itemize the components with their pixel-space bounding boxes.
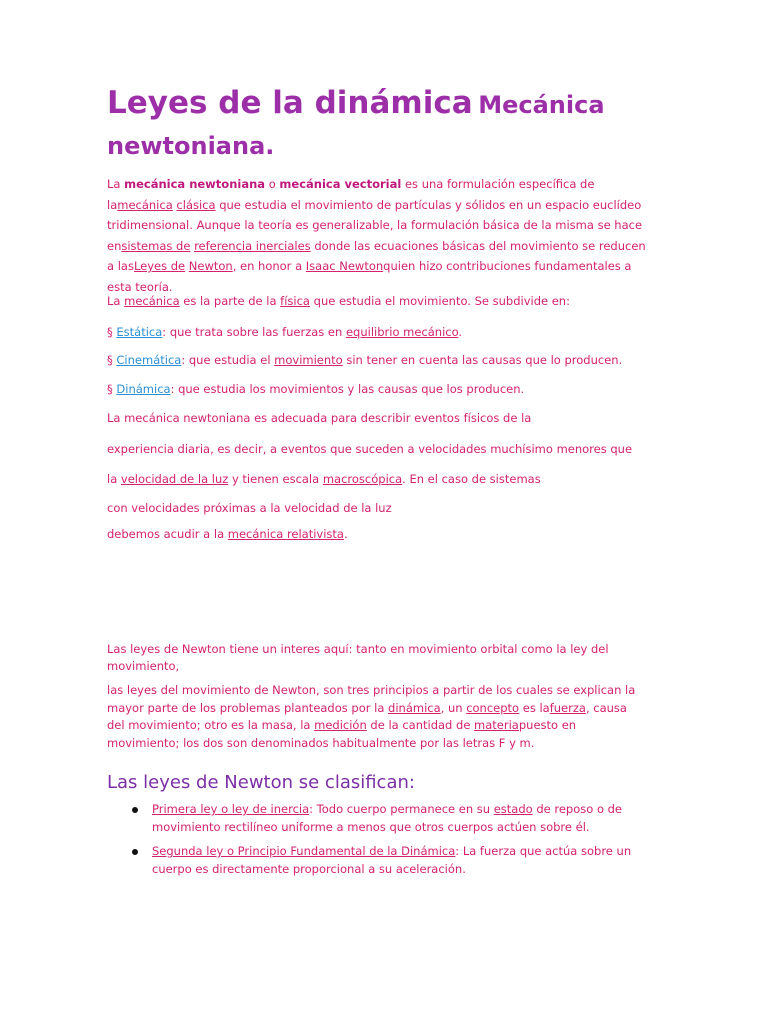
text: La: [107, 294, 125, 308]
text: La: [107, 177, 125, 191]
link-concepto[interactable]: concepto: [466, 700, 520, 715]
intro-paragraph: [107, 174, 647, 297]
text: , causa del movimiento; otro es la masa, la: [107, 700, 627, 732]
link-mecanica-clasica-2[interactable]: clásica: [176, 197, 216, 212]
link-segunda-ley[interactable]: Segunda ley o Principio Fundamental de la Dinámica: [152, 844, 456, 858]
text: y tienen escala: [228, 472, 323, 486]
link-fisica[interactable]: física: [280, 294, 310, 308]
text: .: [458, 325, 463, 339]
text: donde las ecuaciones básicas del movimiento se reducen a las: [107, 238, 646, 273]
text: las leyes del movimiento de Newton, son tres principios a partir de los cuales se explican la mayor parte de los problemas planteados por la: [107, 683, 636, 715]
bullet-icon: [132, 807, 138, 813]
subdivision-estatica: [107, 322, 647, 343]
link-movimiento[interactable]: movimiento: [274, 353, 343, 367]
text: , un: [440, 700, 467, 715]
list-item: [152, 801, 642, 836]
text: de reposo o de movimiento rectilíneo uniforme a menos que otros cuerpos actúen sobre él.: [152, 802, 623, 834]
text: : Todo cuerpo permanece en su: [309, 802, 494, 816]
text: es una formulación específica de la: [107, 177, 595, 212]
section-mark: §: [107, 382, 117, 396]
link-mecanica-relativista[interactable]: mecánica relativista: [227, 527, 344, 541]
text: la: [107, 472, 121, 486]
title-sub: Mecánica: [478, 91, 605, 119]
title-main: Leyes de la dinámica: [107, 85, 473, 121]
link-materia[interactable]: materia: [474, 718, 519, 732]
text: debemos acudir a la: [107, 527, 228, 541]
link-dinamica-2[interactable]: dinámica: [388, 700, 441, 715]
text: de la cantidad de: [366, 718, 475, 732]
paragraph-line: [107, 524, 647, 545]
text: . En el caso de sistemas: [402, 472, 541, 486]
section-mark: §: [107, 353, 117, 367]
link-sistemas-referencia[interactable]: sistemas de: [121, 238, 191, 253]
link-estado[interactable]: estado: [493, 802, 533, 816]
link-fuerza[interactable]: fuerza: [549, 700, 586, 715]
bold-term: mecánica newtoniana: [124, 177, 266, 191]
title-sub-2: newtoniana.: [107, 132, 275, 160]
text: , en honor a: [232, 259, 306, 273]
text: sin tener en cuenta las causas que lo producen.: [342, 353, 623, 367]
subdivision-dinamica: [107, 379, 647, 400]
newton-laws-paragraph: [107, 682, 647, 752]
text: o: [265, 177, 280, 191]
link-equilibrio-mecanico[interactable]: equilibrio mecánico: [345, 325, 459, 339]
text: Aunque la teoría es generalizable, la formulación básica de la misma se hace en: [107, 218, 643, 253]
text: que estudia el movimiento. Se subdivide en:: [309, 294, 570, 308]
bold-term: mecánica vectorial: [279, 177, 402, 191]
paragraph-line: movimiento,: [107, 659, 180, 673]
mecanica-paragraph: [107, 291, 647, 312]
link-mecanica[interactable]: mecánica: [124, 294, 180, 308]
page-title: [107, 84, 707, 168]
paragraph-line: Las leyes de Newton tiene un interes aquí: tanto en movimiento orbital como la ley del: [107, 642, 609, 656]
section-heading: Las leyes de Newton se clasifican:: [107, 772, 415, 793]
text: : que trata sobre las fuerzas en: [162, 325, 346, 339]
paragraph-line: [107, 469, 647, 490]
link-medicion[interactable]: medición: [314, 718, 367, 732]
link-mecanica-clasica[interactable]: mecánica: [117, 197, 173, 212]
subdivision-cinematica: [107, 350, 647, 371]
list-item: [152, 843, 642, 878]
link-cinematica[interactable]: Cinemática: [116, 353, 182, 367]
section-mark: §: [107, 325, 117, 339]
paragraph-line: experiencia diaria, es decir, a eventos que suceden a velocidades muchísimo menores que: [107, 442, 633, 456]
text: puesto en movimiento; los dos son denominados habitualmente por las letras F y m.: [107, 718, 577, 750]
paragraph-line: La mecánica newtoniana es adecuada para describir eventos físicos de la: [107, 411, 532, 425]
link-sistemas-referencia-2[interactable]: referencia inerciales: [194, 238, 311, 253]
text: quien hizo contribuciones fundamentales a esta teoría.: [107, 259, 632, 294]
link-leyes-newton[interactable]: Leyes de: [133, 259, 186, 273]
text: que estudia el movimiento de partículas y sólidos en un espacio euclídeo tridimensional.: [107, 197, 642, 232]
paragraph-line: con velocidades próximas a la velocidad de la luz: [107, 501, 392, 515]
text: : que estudia los movimientos y las causas que los producen.: [170, 382, 525, 396]
link-estatica[interactable]: Estática: [116, 325, 163, 339]
link-velocidad-luz[interactable]: velocidad de la luz: [120, 472, 229, 486]
text: es la parte de la: [179, 294, 281, 308]
link-dinamica[interactable]: Dinámica: [116, 382, 171, 396]
text: : que estudia el: [181, 353, 275, 367]
text: .: [343, 527, 348, 541]
bullet-icon: [132, 849, 138, 855]
link-macroscopica[interactable]: macroscópica: [322, 472, 403, 486]
link-isaac-newton[interactable]: Isaac Newton: [305, 259, 384, 273]
link-leyes-newton-2[interactable]: Newton: [188, 259, 233, 273]
text: : La fuerza que actúa sobre un cuerpo es directamente proporcional a su aceleración.: [152, 844, 632, 876]
link-primera-ley[interactable]: Primera ley o ley de inercia: [152, 802, 310, 816]
text: es la: [519, 700, 550, 715]
